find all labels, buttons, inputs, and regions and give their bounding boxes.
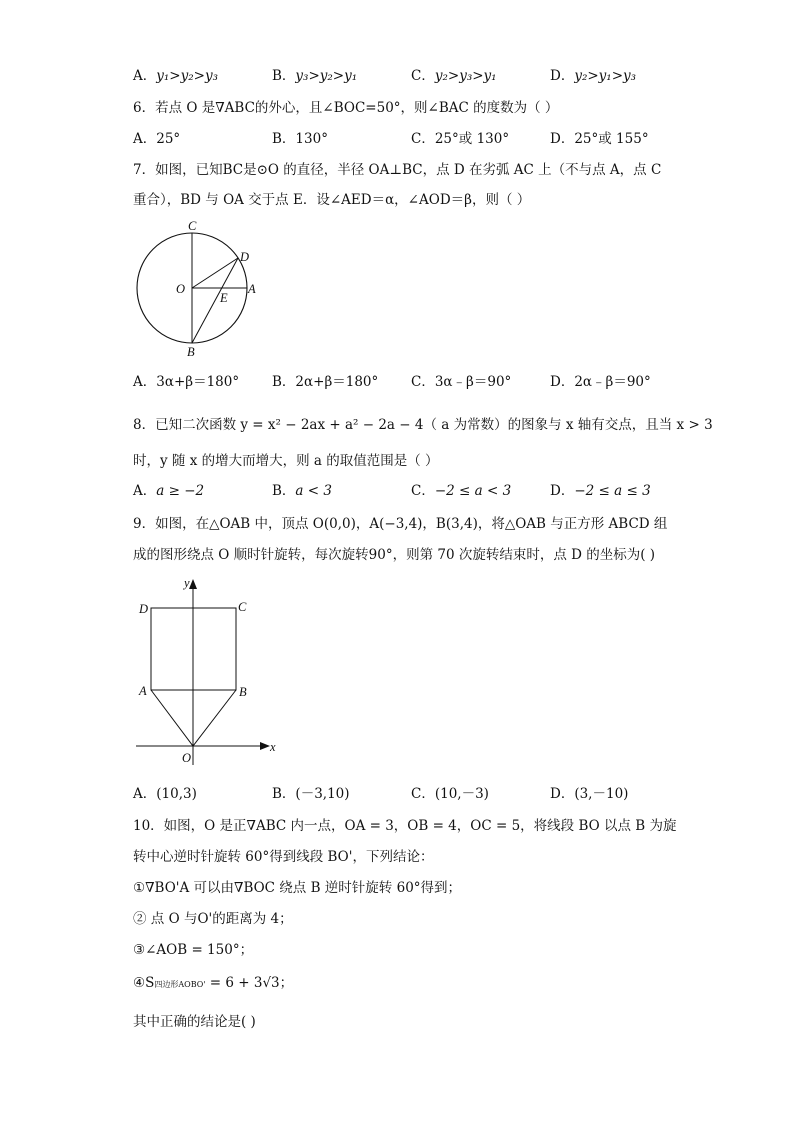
q7-label-b: B: [187, 345, 195, 359]
q7-stem-line1: 7．如图，已知BC是⊙O 的直径，半径 OA⊥BC，点 D 在劣弧 AC 上（不与点 A，点 C: [133, 162, 662, 178]
q6-option-b[interactable]: B．130°: [272, 131, 328, 147]
q5-option-a[interactable]: A．y₁>y₂>y₃: [133, 68, 218, 84]
q5-option-c[interactable]: C．y₂>y₃>y₁: [411, 68, 497, 84]
q8-stem-line2: 时，y 随 x 的增大而增大，则 a 的取值范围是（ ）: [133, 453, 439, 469]
q9-y-arrow-icon: [189, 579, 197, 589]
q6-option-a[interactable]: A．25°: [133, 131, 181, 147]
q10-stem-line1: 10．如图，O 是正∇ABC 内一点，OA = 3，OB = 4，OC = 5，将线段 BO 以点 B 为旋: [133, 818, 677, 834]
q9-label-c: C: [238, 600, 247, 614]
q10-conclusion-3: ③∠AOB = 150°；: [133, 942, 254, 958]
q9-option-c[interactable]: C．(10,－3): [411, 786, 489, 802]
q7-label-c: C: [188, 219, 197, 233]
q9-option-b[interactable]: B．(－3,10): [272, 786, 350, 802]
q6-option-d[interactable]: D．25°或 155°: [550, 131, 649, 147]
q10-conclusion-4: ④S四边形AOBO' = 6 + 3√3；: [133, 975, 294, 991]
q9-stem-line1: 9．如图，在△OAB 中，顶点 O(0,0)，A(−3,4)，B(3,4)，将△OAB 与正方形 ABCD 组: [133, 516, 668, 532]
q9-coordinate-figure: [130, 575, 280, 775]
q7-stem-line2: 重合），BD 与 OA 交于点 E．设∠AED＝α，∠AOD＝β，则（ ）: [133, 192, 531, 208]
q10-conclusion-2: ② 点 O 与O'的距离为 4；: [133, 911, 293, 927]
q7-label-a: A: [248, 282, 256, 296]
q9-x-arrow-icon: [260, 742, 270, 750]
q9-stem-line2: 成的图形绕点 O 顺时针旋转，每次旋转90°，则第 70 次旋转结束时，点 D 的坐标为( ): [133, 547, 656, 563]
q7-circle-figure: [130, 215, 265, 365]
q6-option-c[interactable]: C．25°或 130°: [411, 131, 510, 147]
q8-option-c[interactable]: C．−2 ≤ a < 3: [411, 483, 512, 499]
q8-stem-line1: 8．已知二次函数 y = x² − 2ax + a² − 2a − 4（ a 为常数）的图象与 x 轴有交点，且当 x > 3: [133, 417, 713, 433]
q7-option-b[interactable]: B．2α+β＝180°: [272, 374, 379, 390]
q7-label-e: E: [220, 291, 228, 305]
q9-label-b: B: [239, 685, 247, 699]
q9-label-a: A: [139, 684, 147, 698]
q9-label-d: D: [139, 602, 149, 616]
q9-option-d[interactable]: D．(3,－10): [550, 786, 629, 802]
q5-option-d[interactable]: D．y₂>y₁>y₃: [550, 68, 637, 84]
q8-option-b[interactable]: B．a < 3: [272, 483, 332, 499]
q10-stem-line2: 转中心逆时针旋转 60°得到线段 BO'，下列结论：: [133, 849, 434, 865]
q8-option-a[interactable]: A．a ≥ −2: [133, 483, 205, 499]
q8-option-d[interactable]: D．−2 ≤ a ≤ 3: [550, 483, 651, 499]
q7-segment-od: [192, 258, 238, 288]
q7-label-d: D: [240, 250, 250, 264]
q10-conclusion-1: ①∇BO'A 可以由∇BOC 绕点 B 逆时针旋转 60°得到；: [133, 880, 462, 896]
q9-label-y: y: [184, 576, 190, 590]
q7-option-d[interactable]: D．2α﹣β＝90°: [550, 374, 651, 390]
q6-stem: 6．若点 O 是∇ABC的外心，且∠BOC=50°，则∠BAC 的度数为（ ）: [133, 100, 559, 116]
q10-closing: 其中正确的结论是( ): [133, 1014, 256, 1030]
q7-option-a[interactable]: A．3α+β＝180°: [133, 374, 240, 390]
q5-option-b[interactable]: B．y₃>y₂>y₁: [272, 68, 358, 84]
q7-option-c[interactable]: C．3α﹣β＝90°: [411, 374, 512, 390]
q7-segment-bd: [192, 258, 238, 343]
q9-option-a[interactable]: A．(10,3): [133, 786, 197, 802]
q7-label-o: O: [176, 282, 186, 296]
q9-label-x: x: [270, 740, 276, 754]
q9-label-o: O: [182, 751, 192, 765]
